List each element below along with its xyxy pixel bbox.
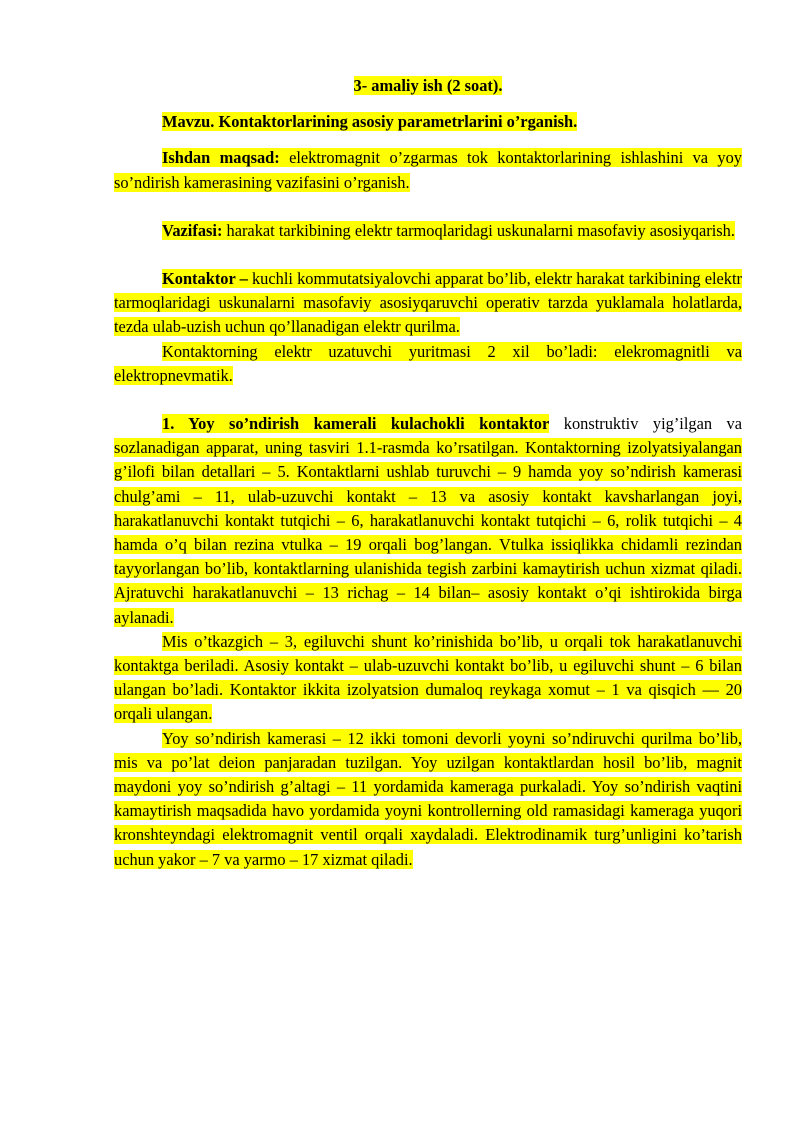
section1-body-text: sozlanadigan apparat, uning tasviri 1.1-rasmda ko’rsatilgan. Kontaktorning izolyatsiyalangan g’ilofi bilan detallari – 5. Kontaktlarni ushlab turuvchi – 9 hamda yoy so’ndirish kamerasi chulg’ami – 11, ulab-uzuvchi kontakt – 13 va asosiy kontakt kavsharlangan joyi, harakatlanuvchi kontakt tutqichi – 6, harakatlanuvchi kontakt tutqichi – 6, rolik tutqichi – 4 hamda o’q bilan rezina vtulka – 19 orqali bog’langan. Vtulka issiqlikka chidamli rezindan tayyorlangan bo’lib, kontaktlarning ulanishida tegish zarbini kamaytirish uchun xizmat qiladi. Ajratuvchi harakatlanuvchi – 13 richag – 14 bilan– asosiy kontakt o’qi ishtirokida birga aylanadi. <box>114 438 742 627</box>
section1-p3-text: Yoy so’ndirish kamerasi – 12 ikki tomoni devorli yoyni so’ndiruvchi qurilma bo’lib, mis va po’lat deion panjaradan tuzilgan. Yoy uzilgan kontaktlardan hosil bo’lib, magnit maydoni yoy so’ndirish g’altagi – 11 yordamida kameraga purkaladi. Yoy so’ndirish vaqtini kamaytirish maqsadida havo yordamida yoyni kontrollerning old ramasidagi kameraga yuqori kronshteyndagi elektromagnit ventil orqali xaydaladi. Elektrodinamik turg’unligini ko’tarish uchun yakor – 7 va yarmo – 17 xizmat qiladi. <box>114 728 742 869</box>
task-label: Vazifasi: <box>162 220 223 240</box>
section1-heading: 1. Yoy so’ndirish kamerali kulachokli kontaktor <box>162 414 550 434</box>
section1-p2-text: Mis o’tkazgich – 3, egiluvchi shunt ko’rinishida bo’lib, u orqali tok harakatlanuvchi kontaktga beriladi. Asosiy kontakt – ulab-uzuvchi kontakt bo’lib, u egiluvchi shunt – 6 bilan ulangan bo’ladi. Kontaktor ikkita izolyatsion dumaloq reykaga xomut – 1 va qisqich — 20 orqali ulangan. <box>114 631 742 724</box>
definition-paragraph <box>114 267 742 340</box>
drive-types-text: Kontaktorning elektr uzatuvchi yuritmasi 2 xil bo’ladi: elekromagnitli va elektropnevmatik. <box>114 341 742 385</box>
task-paragraph <box>114 219 742 243</box>
drive-types-paragraph <box>114 340 742 388</box>
section1-lead-text: konstruktiv yig’ilgan va <box>549 414 742 434</box>
topic-paragraph <box>114 110 742 134</box>
section1-paragraph1 <box>114 412 742 630</box>
definition-text: kuchli kommutatsiyalovchi apparat bo’lib, elektr harakat tarkibining elektr tarmoqlaridagi uskunalarni masofaviy asosiyqaruvchi operativ tarzda yuklamala holatlarda, tezda ulab-uzish uchun qo’llanadigan elektr qurilma. <box>114 269 742 337</box>
page-title <box>114 74 742 98</box>
goal-label: Ishdan maqsad: <box>162 148 280 168</box>
goal-text: elektromagnit o’zgarmas tok kontaktorlarining ishlashini va yoy so’ndirish kamerasining vazifasini o’rganish. <box>114 148 742 192</box>
section1-paragraph3 <box>114 727 742 872</box>
task-text: harakat tarkibining elektr tarmoqlaridagi uskunalarni masofaviy asosiyqarish. <box>222 220 735 240</box>
definition-label: Kontaktor – <box>162 269 248 289</box>
document-page <box>114 74 742 872</box>
title-text: 3- amaliy ish (2 soat). <box>353 76 503 95</box>
section1-paragraph2 <box>114 630 742 727</box>
topic-text: Mavzu. Kontaktorlarining asosiy parametrlarini o’rganish. <box>162 112 578 132</box>
goal-paragraph <box>114 146 742 194</box>
